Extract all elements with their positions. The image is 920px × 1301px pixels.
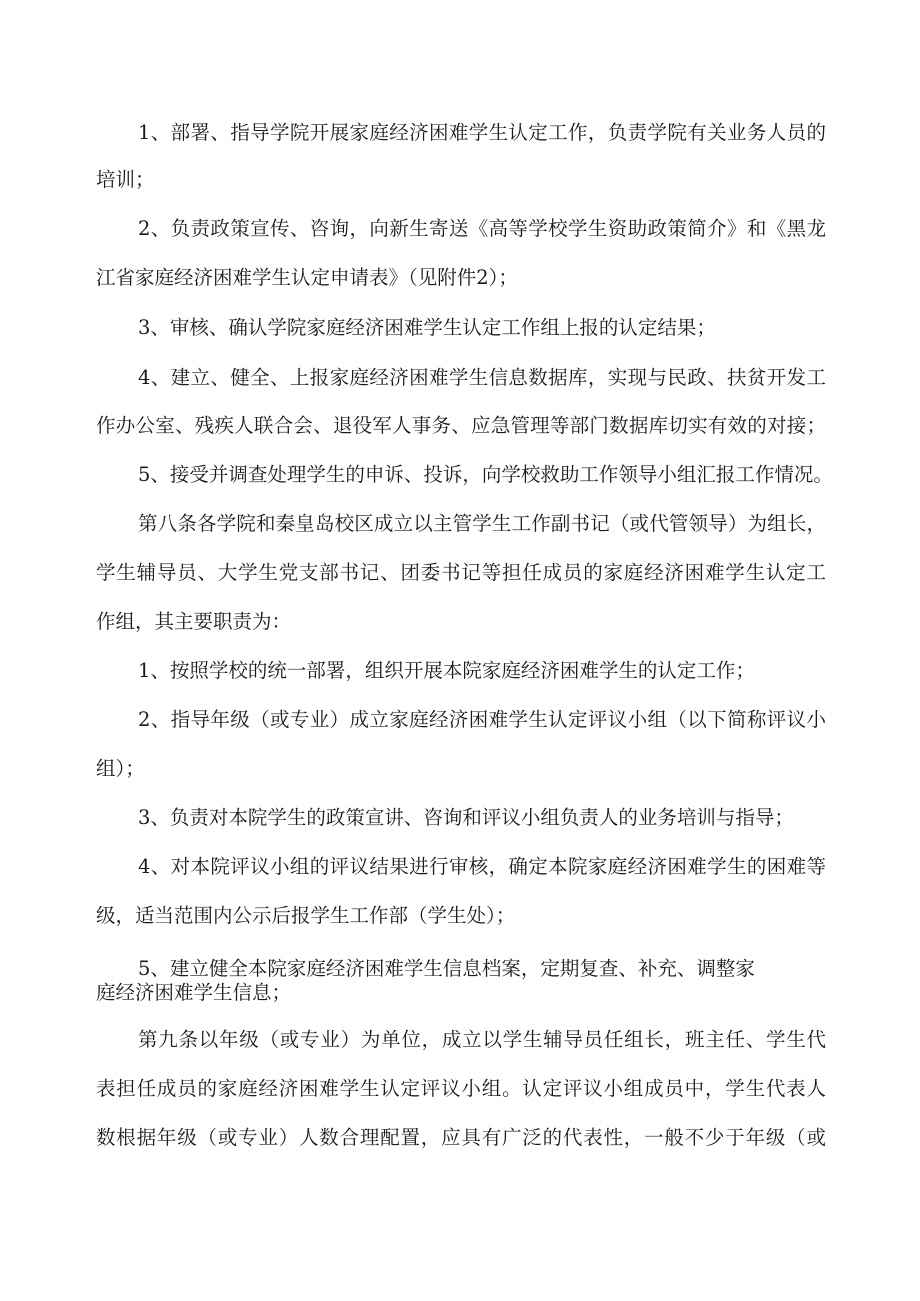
text-line: 数根据年级（或专业）人数合理配置，应具有广泛的代表性，一般不少于年级（或 — [96, 1126, 826, 1149]
text-line: 庭经济困难学生信息； — [96, 981, 292, 1004]
text-line: 江省家庭经济困难学生认定申请表》（见附件2）； — [96, 266, 518, 289]
text-line: 1、部署、指导学院开展家庭经济困难学生认定工作，负责学院有关业务人员的 — [138, 121, 826, 144]
text-line: 作办公室、残疾人联合会、退役军人事务、应急管理等部门数据库切实有效的对接； — [96, 414, 826, 437]
text-line: 3、审核、确认学院家庭经济困难学生认定工作组上报的认定结果； — [138, 316, 716, 339]
text-line: 表担任成员的家庭经济困难学生认定评议小组。认定评议小组成员中，学生代表人 — [96, 1077, 826, 1100]
text-line: 培训； — [96, 168, 155, 191]
text-line: 作组，其主要职责为： — [96, 610, 292, 633]
text-line: 4、建立、健全、上报家庭经济困难学生信息数据库，实现与民政、扶贫开发工 — [138, 366, 826, 389]
text-line: 第八条各学院和秦皇岛校区成立以主管学生工作副书记（或代管领导）为组长， — [138, 512, 826, 535]
text-line: 1、按照学校的统一部署，组织开展本院家庭经济困难学生的认定工作； — [138, 659, 755, 682]
text-line: 学生辅导员、大学生党支部书记、团委书记等担任成员的家庭经济困难学生认定工 — [96, 561, 826, 584]
text-line: 5、接受并调查处理学生的申诉、投诉，向学校救助工作领导小组汇报工作情况。 — [138, 463, 833, 486]
text-line: 2、指导年级（或专业）成立家庭经济困难学生认定评议小组（以下简称评议小 — [138, 708, 826, 731]
text-line: 2、负责政策宣传、咨询，向新生寄送《高等学校学生资助政策简介》和《黑龙 — [138, 217, 826, 240]
text-line: 组）； — [96, 757, 145, 780]
text-line: 第九条以年级（或专业）为单位，成立以学生辅导员任组长，班主任、学生代 — [138, 1028, 826, 1051]
text-line: 4、对本院评议小组的评议结果进行审核，确定本院家庭经济困难学生的困难等 — [138, 855, 826, 878]
text-line: 5、建立健全本院家庭经济困难学生信息档案，定期复查、补充、调整家 — [138, 957, 755, 980]
text-line: 3、负责对本院学生的政策宣讲、咨询和评议小组负责人的业务培训与指导； — [138, 806, 794, 829]
text-line: 级，适当范围内公示后报学生工作部（学生处）； — [96, 904, 516, 927]
